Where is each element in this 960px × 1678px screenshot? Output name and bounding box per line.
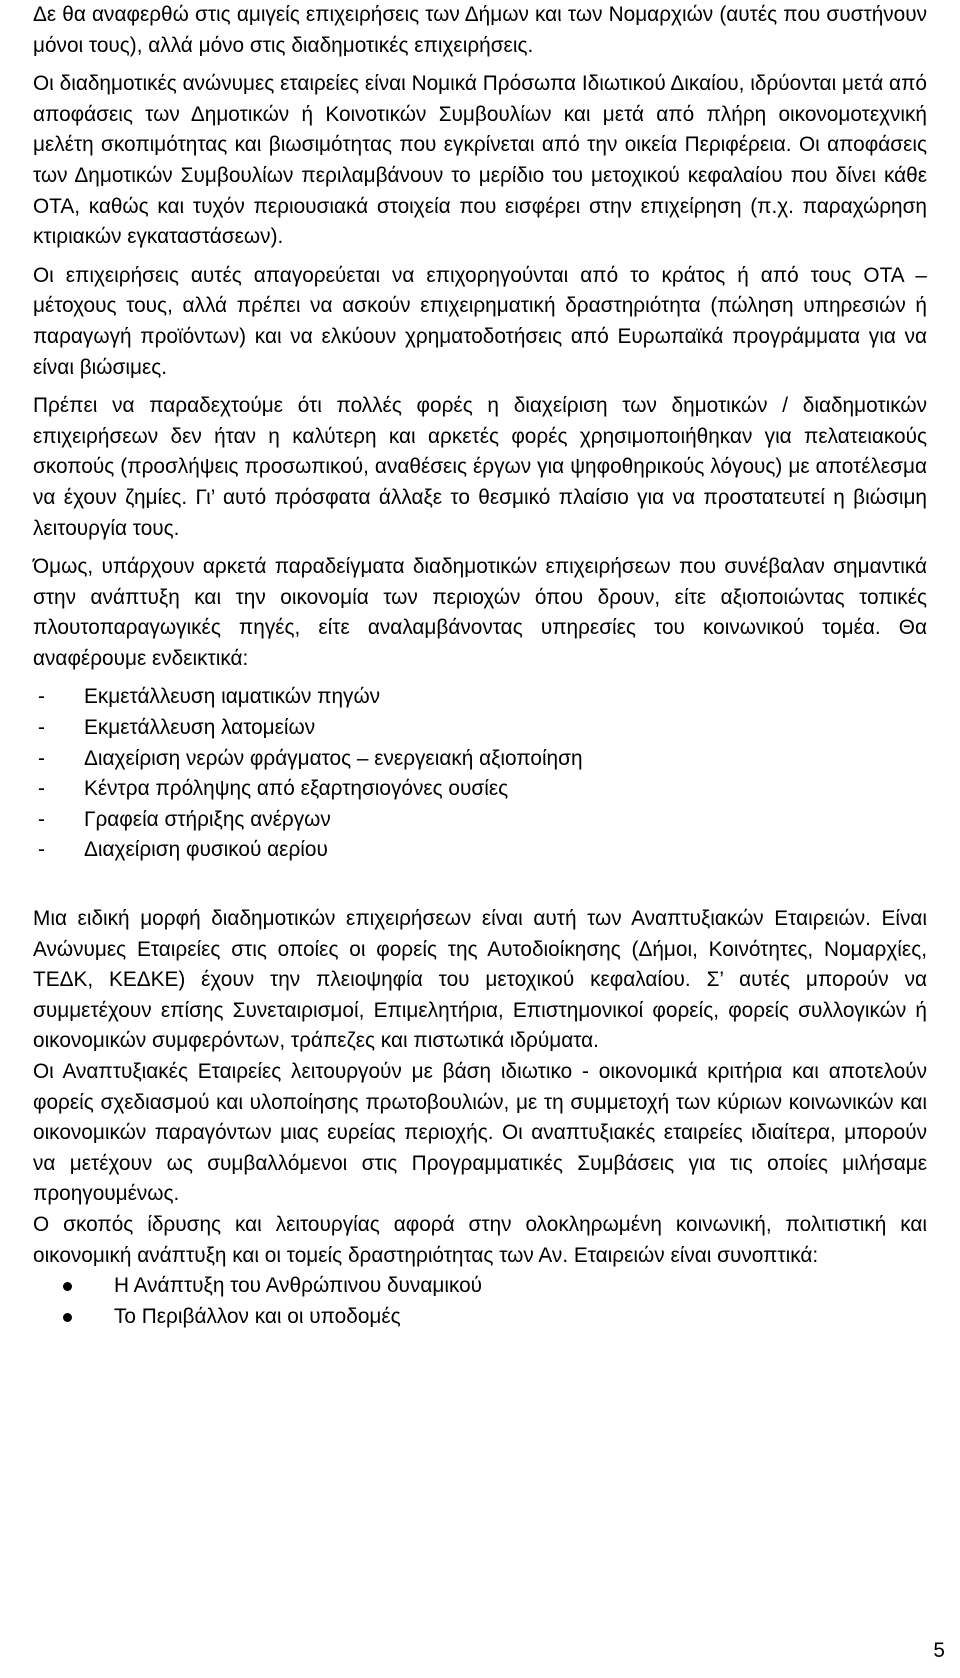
list-item: Η Ανάπτυξη του Ανθρώπινου δυναμικού [33, 1271, 927, 1302]
page-number: 5 [933, 1639, 945, 1662]
dash-marker: - [38, 716, 45, 740]
paragraph-legal-status: Οι διαδημοτικές ανώνυμες εταιρείες είναι Νομικά Πρόσωπα Ιδιωτικού Δικαίου, ιδρύονται μετά από αποφάσεις των Δημοτικών ή Κοινοτικών Συμβουλίων και μετά από πλήρη οικονομοτεχνική μελέτη σκοπιμότητας και βιωσιμότητας που εγκρίνεται από την οικεία Περιφέρεια. Οι αποφάσεις των Δημοτικών Συμβουλίων περιλαμβάνουν το μερίδιο του μετοχικού κεφαλαίου που δίνει κάθε ΟΤΑ, καθώς και τυχόν περιουσιακά στοιχεία που εισφέρει στην επιχείρηση (π.χ. παραχώρηση κτιριακών εγκαταστάσεων). [33, 72, 927, 249]
list-item: - Εκμετάλλευση ιαματικών πηγών [33, 682, 927, 713]
dash-marker: - [38, 777, 45, 801]
paragraph-purpose: Ο σκοπός ίδρυσης και λειτουργίας αφορά στην ολοκληρωμένη κοινωνική, πολιτιστική και οικονομική ανάπτυξη και οι τομείς δραστηριότητας των Αν. Εταιρειών είναι συνοπτικά: [33, 1212, 927, 1267]
paragraph-examples: Όμως, υπάρχουν αρκετά παραδείγματα διαδημοτικών επιχειρήσεων που συνέβαλαν σημαντικά στην ανάπτυξη και την οικονομία των περιοχών όπου δρουν, είτε αξιοποιώντας τοπικές πλουτοπαραγωγικές πηγές, είτε αναλαμβάνοντας υπηρεσίες του κοινωνικού τομέα. Θα αναφέρουμε ενδεικτικά: [33, 555, 927, 670]
document-body [33, 0, 927, 1332]
dash-marker: - [38, 807, 45, 831]
list-item: - Γραφεία στήριξης ανέργων [33, 805, 927, 836]
paragraph-management: Πρέπει να παραδεχτούμε ότι πολλές φορές η διαχείριση των δημοτικών / διαδημοτικών επιχειρήσεων δεν ήταν η καλύτερη και αρκετές φορές χρησιμοποιήθηκαν για πελατειακούς σκοπούς (προσλήψεις προσωπικού, αναθέσεις έργων για ψηφοθηρικούς λόγους) με αποτέλεσμα να έχουν ζημίες. Γι’ αυτό πρόσφατα άλλαξε το θεσμικό πλαίσιο για να προστατευτεί η βιώσιμη λειτουργία τους. [33, 394, 927, 540]
list-item: - Κέντρα πρόληψης από εξαρτησιογόνες ουσίες [33, 774, 927, 805]
paragraph-operation: Οι Αναπτυξιακές Εταιρείες λειτουργούν με βάση ιδιωτικο - οικονομικά κριτήρια και αποτελούν φορείς σχεδιασμού και υλοποίησης πρωτοβουλιών, με τη συμμετοχή των κύριων κοινωνικών και οικονομικών παραγόντων μιας ευρείας περιοχής. Οι αναπτυξιακές εταιρείες ιδιαίτερα, μπορούν να μετέχουν ως συμβαλλόμενοι στις Προγραμματικές Συμβάσεις για τις οποίες μιλήσαμε προηγουμένως. [33, 1060, 927, 1206]
examples-list [33, 682, 927, 866]
dash-marker: - [38, 685, 45, 709]
dash-marker: - [38, 746, 45, 770]
paragraph-development-companies: Μια ειδική μορφή διαδημοτικών επιχειρήσεων είναι αυτή των Αναπτυξιακών Εταιρειών. Είναι Ανώνυμες Εταιρείες στις οποίες οι φορείς της Αυτοδιοίκησης (Δήμοι, Κοινότητες, Νομαρχίες, ΤΕΔΚ, ΚΕΔΚΕ) έχουν την πλειοψηφία του μετοχικού κεφαλαίου. Σ’ αυτές μπορούν να συμμετέχουν επίσης Συνεταιρισμοί, Επιμελητήρια, Επιστημονικοί φορείς, φορείς συλλογικών ή οικονομικών συμφερόντων, τράπεζες και πιστωτικά ιδρύματα. [33, 907, 927, 1053]
sectors-list [33, 1271, 927, 1332]
dash-marker: - [38, 838, 45, 862]
bullet-icon [63, 1282, 72, 1291]
list-item: - Εκμετάλλευση λατομείων [33, 713, 927, 744]
bullet-icon [63, 1313, 72, 1322]
list-item: Το Περιβάλλον και οι υποδομές [33, 1302, 927, 1333]
paragraph-funding: Οι επιχειρήσεις αυτές απαγορεύεται να επιχορηγούνται από το κράτος ή από τους ΟΤΑ – μέτοχους τους, αλλά πρέπει να ασκούν επιχειρηματική δραστηριότητα (πώληση υπηρεσιών ή παραγωγή προϊόντων) και να ελκύουν χρηματοδοτήσεις από Ευρωπαϊκά προγράμματα για να είναι βιώσιμες. [33, 263, 927, 379]
paragraph-intro: Δε θα αναφερθώ στις αμιγείς επιχειρήσεις των Δήμων και των Νομαρχιών (αυτές που συστήνουν μόνοι τους), αλλά μόνο στις διαδημοτικές επιχειρήσεις. [33, 3, 927, 57]
list-item: - Διαχείριση νερών φράγματος – ενεργειακή αξιοποίηση [33, 744, 927, 775]
list-item: - Διαχείριση φυσικού αερίου [33, 835, 927, 866]
